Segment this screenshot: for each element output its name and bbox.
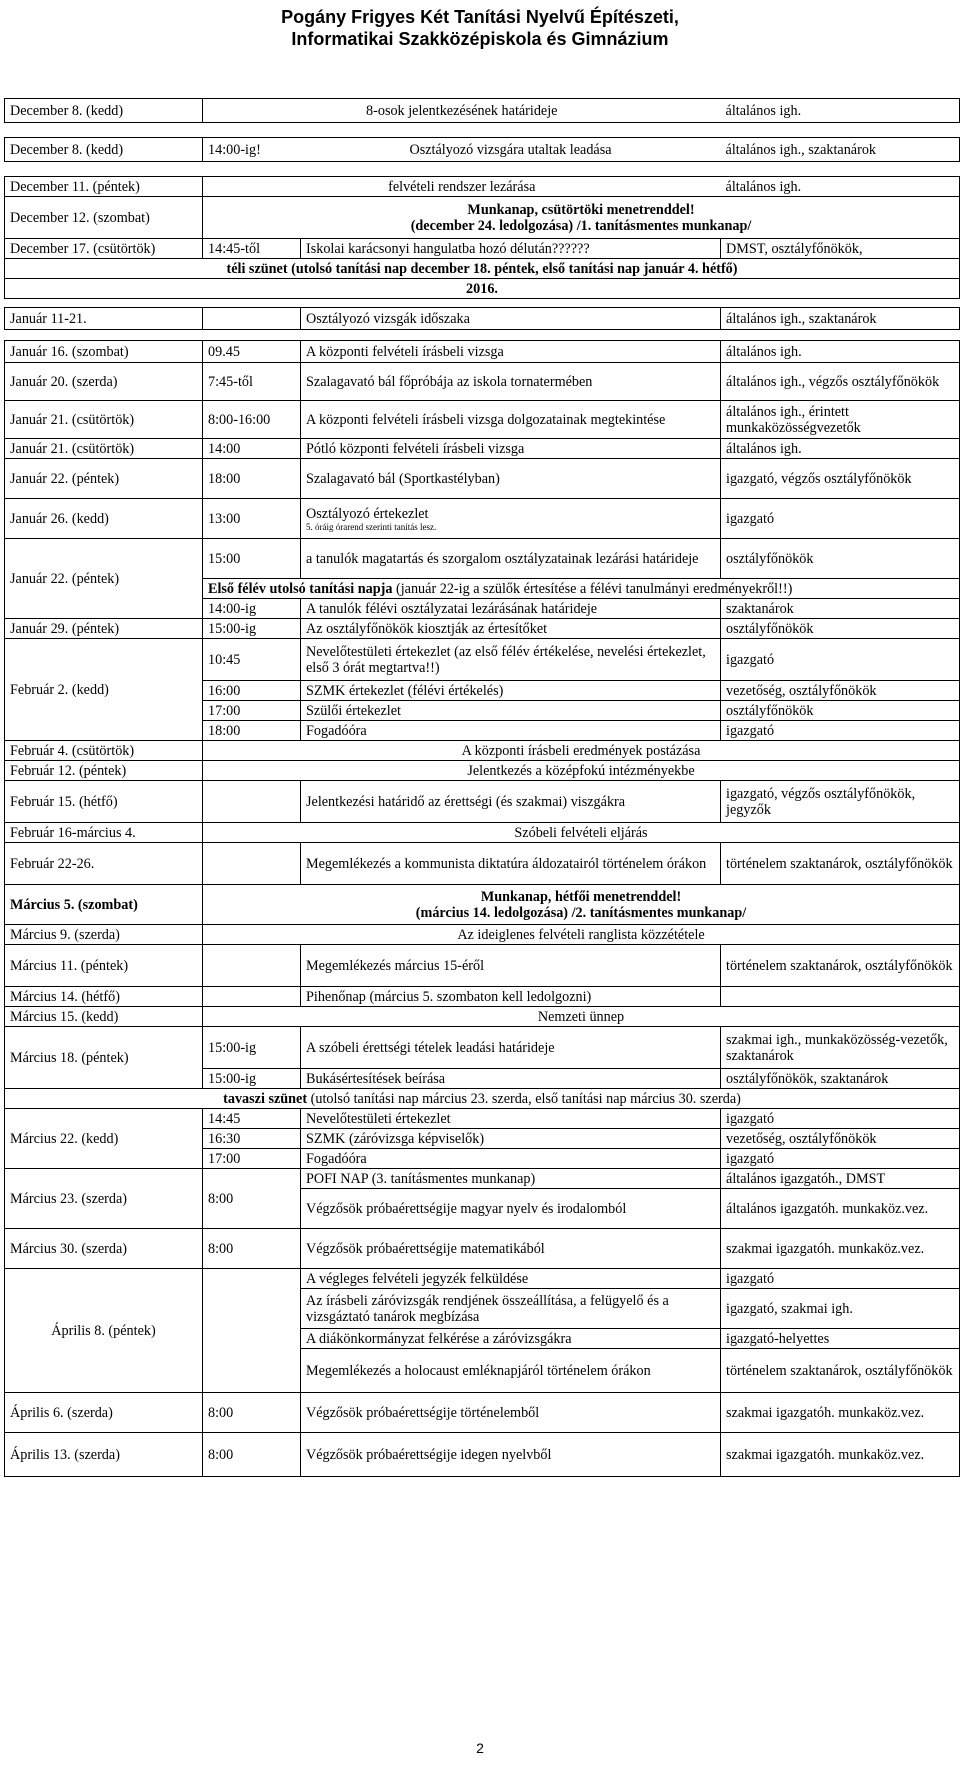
responsible-cell: általános igazgatóh., DMST xyxy=(721,1169,960,1189)
date-cell: Március 30. (szerda) xyxy=(5,1229,203,1269)
event-cell: Jelentkezési határidő az érettségi (és szakmai) viszgákra xyxy=(301,781,721,823)
semester-end-title: Első félév utolsó tanítási napja xyxy=(208,580,393,597)
responsible-cell: osztályfőnökök, szaktanárok xyxy=(721,1069,960,1089)
event-cell: Nevelőtestületi értekezlet (az első félév értékelése, nevelési értekezlet, első 3 órát megtartva!!) xyxy=(301,639,721,681)
event-note: 5. óráig órarend szerinti tanítás lesz. xyxy=(306,521,437,532)
date-cell: Február 12. (péntek) xyxy=(5,761,203,781)
responsible-cell: igazgató, szakmai igh. xyxy=(721,1289,960,1329)
date-cell: Január 26. (kedd) xyxy=(5,499,203,539)
date-cell: Február 16-március 4. xyxy=(5,823,203,843)
event-cell: A szóbeli érettségi tételek leadási határideje xyxy=(301,1027,721,1069)
time-cell: 15:00-ig xyxy=(203,1069,301,1089)
time-cell: 8:00 xyxy=(203,1393,301,1433)
responsible-cell: általános igh. xyxy=(721,341,960,363)
table-row xyxy=(5,1109,960,1129)
event-cell: Az ideiglenes felvételi ranglista közzététele xyxy=(203,925,960,945)
responsible-cell: vezetőség, osztályfőnökök xyxy=(721,681,960,701)
school-name-line2: Informatikai Szakközépiskola és Gimnázium xyxy=(291,29,669,49)
table-row xyxy=(5,308,960,330)
responsible-cell: általános igh., érintett munkaközösségvezetők xyxy=(721,401,960,439)
responsible-cell: igazgató-helyettes xyxy=(721,1329,960,1349)
date-cell: December 8. (kedd) xyxy=(5,99,203,123)
time-cell xyxy=(203,843,301,885)
date-cell: Január 20. (szerda) xyxy=(5,363,203,401)
event-cell: Végzősök próbaérettségije magyar nyelv és irodalomból xyxy=(301,1189,721,1229)
table-row xyxy=(5,197,960,239)
event-cell: Osztályozó vizsgák időszaka xyxy=(301,308,721,330)
responsible-cell: általános igazgatóh. munkaköz.vez. xyxy=(721,1189,960,1229)
time-cell: 14:00-ig! xyxy=(203,138,301,162)
event-cell: felvételi rendszer lezárása xyxy=(203,177,721,197)
time-cell: 15:00-ig xyxy=(203,619,301,639)
responsible-cell: igazgató xyxy=(721,1109,960,1129)
responsible-cell: történelem szaktanárok, osztályfőnökök xyxy=(721,1349,960,1393)
date-cell: Január 21. (csütörtök) xyxy=(5,439,203,459)
table-row xyxy=(5,1269,960,1289)
time-cell: 14:45-től xyxy=(203,239,301,259)
table-row xyxy=(5,781,960,823)
responsible-cell: igazgató, végzős osztályfőnökök, jegyzők xyxy=(721,781,960,823)
table-row xyxy=(5,741,960,761)
date-cell: Január 16. (szombat) xyxy=(5,341,203,363)
table-row xyxy=(5,177,960,197)
event-line-2: (december 24. ledolgozása) /1. tanításmentes munkanap/ xyxy=(410,217,752,234)
event-line-1: Munkanap, hétfői menetrenddel! xyxy=(480,888,682,905)
time-cell: 13:00 xyxy=(203,499,301,539)
event-cell: POFI NAP (3. tanításmentes munkanap) xyxy=(301,1169,721,1189)
responsible-cell: általános igh., szaktanárok xyxy=(721,308,960,330)
event-cell: Végzősök próbaérettségije idegen nyelvből xyxy=(301,1433,721,1477)
time-cell: 17:00 xyxy=(203,701,301,721)
event-cell xyxy=(301,499,721,539)
table-row xyxy=(5,99,960,123)
date-cell: Március 18. (péntek) xyxy=(5,1027,203,1089)
table-row xyxy=(5,459,960,499)
event-cell xyxy=(203,197,960,239)
responsible-cell: szakmai igazgatóh. munkaköz.vez. xyxy=(721,1433,960,1477)
event-cell: Szóbeli felvételi eljárás xyxy=(203,823,960,843)
table-row xyxy=(5,439,960,459)
date-cell: Február 22-26. xyxy=(5,843,203,885)
event-cell: Végzősök próbaérettségije történelemből xyxy=(301,1393,721,1433)
semester-end-cell xyxy=(203,579,960,599)
event-cell: A központi írásbeli eredmények postázása xyxy=(203,741,960,761)
responsible-cell: igazgató xyxy=(721,499,960,539)
date-cell: Március 22. (kedd) xyxy=(5,1109,203,1169)
date-cell: December 11. (péntek) xyxy=(5,177,203,197)
responsible-cell: igazgató, végzős osztályfőnökök xyxy=(721,459,960,499)
time-cell: 7:45-től xyxy=(203,363,301,401)
table-row xyxy=(5,945,960,987)
event-cell: Szalagavató bál főpróbája az iskola tornatermében xyxy=(301,363,721,401)
table-row xyxy=(5,1007,960,1027)
table-row xyxy=(5,761,960,781)
table-row xyxy=(5,639,960,681)
holiday-note: (utolsó tanítási nap március 23. szerda, első tanítási nap március 30. szerda) xyxy=(307,1090,741,1107)
date-cell: Január 22. (péntek) xyxy=(5,539,203,619)
responsible-cell: szakmai igazgatóh. munkaköz.vez. xyxy=(721,1393,960,1433)
event-cell: Nevelőtestületi értekezlet xyxy=(301,1109,721,1129)
time-cell: 17:00 xyxy=(203,1149,301,1169)
date-cell: Április 6. (szerda) xyxy=(5,1393,203,1433)
table-row xyxy=(5,239,960,259)
date-cell: Április 8. (péntek) xyxy=(5,1269,203,1393)
responsible-cell: igazgató xyxy=(721,639,960,681)
responsible-cell: osztályfőnökök xyxy=(721,539,960,579)
page-number: 2 xyxy=(476,1740,484,1756)
table-row xyxy=(5,1229,960,1269)
responsible-cell: vezetőség, osztályfőnökök xyxy=(721,1129,960,1149)
responsible-cell: DMST, osztályfőnökök, xyxy=(721,239,960,259)
table-row xyxy=(5,1393,960,1433)
date-cell: Március 15. (kedd) xyxy=(5,1007,203,1027)
time-cell: 09.45 xyxy=(203,341,301,363)
event-cell: Fogadóóra xyxy=(301,721,721,741)
event-cell: SZMK (záróvizsga képviselők) xyxy=(301,1129,721,1149)
responsible-cell: szakmai igazgatóh. munkaköz.vez. xyxy=(721,1229,960,1269)
responsible-cell: általános igh. xyxy=(721,99,960,123)
responsible-cell: osztályfőnökök xyxy=(721,619,960,639)
responsible-cell: szaktanárok xyxy=(721,599,960,619)
date-cell: Március 23. (szerda) xyxy=(5,1169,203,1229)
responsible-cell: igazgató xyxy=(721,1149,960,1169)
responsible-cell: általános igh. xyxy=(721,177,960,197)
date-cell: Március 11. (péntek) xyxy=(5,945,203,987)
event-cell: Pótló központi felvételi írásbeli vizsga xyxy=(301,439,721,459)
event-cell: Fogadóóra xyxy=(301,1149,721,1169)
date-cell: Január 21. (csütörtök) xyxy=(5,401,203,439)
time-cell xyxy=(203,945,301,987)
event-cell: Pihenőnap (március 5. szombaton kell ledolgozni) xyxy=(301,987,721,1007)
table-row xyxy=(5,279,960,299)
event-cell: Jelentkezés a középfokú intézményekbe xyxy=(203,761,960,781)
table-row xyxy=(5,1433,960,1477)
table-row xyxy=(5,341,960,363)
event-cell: Szülői értekezlet xyxy=(301,701,721,721)
holiday-cell: téli szünet (utolsó tanítási nap december 18. péntek, első tanítási nap január 4. hétfő) xyxy=(5,259,960,279)
time-cell: 14:00-ig xyxy=(203,599,301,619)
event-cell xyxy=(203,885,960,925)
time-cell: 15:00 xyxy=(203,539,301,579)
time-cell: 14:00 xyxy=(203,439,301,459)
event-cell: A végleges felvételi jegyzék felküldése xyxy=(301,1269,721,1289)
table-row xyxy=(5,363,960,401)
event-cell: 8-osok jelentkezésének határideje xyxy=(203,99,721,123)
time-cell: 16:00 xyxy=(203,681,301,701)
event-cell: a tanulók magatartás és szorgalom osztályzatainak lezárási határideje xyxy=(301,539,721,579)
event-cell: Az osztályfőnökök kiosztják az értesítőket xyxy=(301,619,721,639)
semester-end-note: (január 22-ig a szülők értesítése a félévi tanulmányi eredményekről!!) xyxy=(392,580,793,597)
responsible-cell: osztályfőnökök xyxy=(721,701,960,721)
table-row xyxy=(5,1027,960,1069)
responsible-cell: igazgató xyxy=(721,721,960,741)
event-cell: A diákönkormányzat felkérése a záróvizsgákra xyxy=(301,1329,721,1349)
date-cell: Február 2. (kedd) xyxy=(5,639,203,741)
table-row xyxy=(5,1169,960,1189)
schedule-table xyxy=(4,98,960,1477)
event-title: Osztályozó értekezlet xyxy=(306,505,429,522)
date-cell: Február 4. (csütörtök) xyxy=(5,741,203,761)
time-cell: 8:00 xyxy=(203,1433,301,1477)
date-cell: Március 5. (szombat) xyxy=(5,885,203,925)
school-name-line1: Pogány Frigyes Két Tanítási Nyelvű Építészeti, xyxy=(281,7,679,27)
table-row xyxy=(5,987,960,1007)
table-row xyxy=(5,499,960,539)
event-cell: A tanulók félévi osztályzatai lezárásának határideje xyxy=(301,599,721,619)
time-cell: 8:00 xyxy=(203,1229,301,1269)
responsible-cell: történelem szaktanárok, osztályfőnökök xyxy=(721,843,960,885)
event-cell: SZMK értekezlet (félévi értékelés) xyxy=(301,681,721,701)
holiday-title: tavaszi szünet xyxy=(223,1090,308,1107)
table-row xyxy=(5,138,960,162)
event-line-2: (március 14. ledolgozása) /2. tanításmentes munkanap/ xyxy=(415,904,747,921)
time-cell: 18:00 xyxy=(203,459,301,499)
date-cell: Január 11-21. xyxy=(5,308,203,330)
time-cell: 15:00-ig xyxy=(203,1027,301,1069)
date-cell: Április 13. (szerda) xyxy=(5,1433,203,1477)
table-row xyxy=(5,401,960,439)
time-cell: 10:45 xyxy=(203,639,301,681)
date-cell: Március 9. (szerda) xyxy=(5,925,203,945)
event-cell: Iskolai karácsonyi hangulatba hozó délután?????? xyxy=(301,239,721,259)
date-cell: December 8. (kedd) xyxy=(5,138,203,162)
date-cell: December 12. (szombat) xyxy=(5,197,203,239)
table-row xyxy=(5,925,960,945)
time-cell: 14:45 xyxy=(203,1109,301,1129)
date-cell: Március 14. (hétfő) xyxy=(5,987,203,1007)
event-cell: Megemlékezés március 15-éről xyxy=(301,945,721,987)
responsible-cell: szakmai igh., munkaközösség-vezetők, szaktanárok xyxy=(721,1027,960,1069)
year-cell: 2016. xyxy=(5,279,960,299)
event-cell: Osztályozó vizsgára utaltak leadása xyxy=(301,138,721,162)
responsible-cell: történelem szaktanárok, osztályfőnökök xyxy=(721,945,960,987)
time-cell xyxy=(203,987,301,1007)
event-cell: Megemlékezés a holocaust emléknapjáról történelem órákon xyxy=(301,1349,721,1393)
responsible-cell xyxy=(721,987,960,1007)
responsible-cell: általános igh., szaktanárok xyxy=(721,138,960,162)
time-cell: 18:00 xyxy=(203,721,301,741)
event-cell: A központi felvételi írásbeli vizsga dolgozatainak megtekintése xyxy=(301,401,721,439)
table-row xyxy=(5,843,960,885)
time-cell: 8:00 xyxy=(203,1169,301,1229)
time-cell xyxy=(203,781,301,823)
event-cell: Végzősök próbaérettségije matematikából xyxy=(301,1229,721,1269)
table-row xyxy=(5,539,960,579)
holiday-cell xyxy=(5,1089,960,1109)
date-cell: Január 22. (péntek) xyxy=(5,459,203,499)
time-cell: 16:30 xyxy=(203,1129,301,1149)
time-cell xyxy=(203,308,301,330)
event-cell: A központi felvételi írásbeli vizsga xyxy=(301,341,721,363)
event-cell: Az írásbeli záróvizsgák rendjének összeállítása, a felügyelő és a vizsgáztató tanárok megbízása xyxy=(301,1289,721,1329)
date-cell: December 17. (csütörtök) xyxy=(5,239,203,259)
table-row xyxy=(5,1089,960,1109)
event-line-1: Munkanap, csütörtöki menetrenddel! xyxy=(467,201,695,218)
time-cell: 8:00-16:00 xyxy=(203,401,301,439)
table-row xyxy=(5,823,960,843)
document-header xyxy=(0,6,960,50)
date-cell: Február 15. (hétfő) xyxy=(5,781,203,823)
table-row xyxy=(5,885,960,925)
event-cell: Bukásértesítések beírása xyxy=(301,1069,721,1089)
event-cell: Szalagavató bál (Sportkastélyban) xyxy=(301,459,721,499)
time-cell xyxy=(203,1269,301,1393)
date-cell: Január 29. (péntek) xyxy=(5,619,203,639)
event-cell: Nemzeti ünnep xyxy=(203,1007,960,1027)
event-cell: Megemlékezés a kommunista diktatúra áldozatairól történelem órákon xyxy=(301,843,721,885)
responsible-cell: igazgató xyxy=(721,1269,960,1289)
table-row xyxy=(5,259,960,279)
responsible-cell: általános igh. xyxy=(721,439,960,459)
table-row xyxy=(5,619,960,639)
responsible-cell: általános igh., végzős osztályfőnökök xyxy=(721,363,960,401)
